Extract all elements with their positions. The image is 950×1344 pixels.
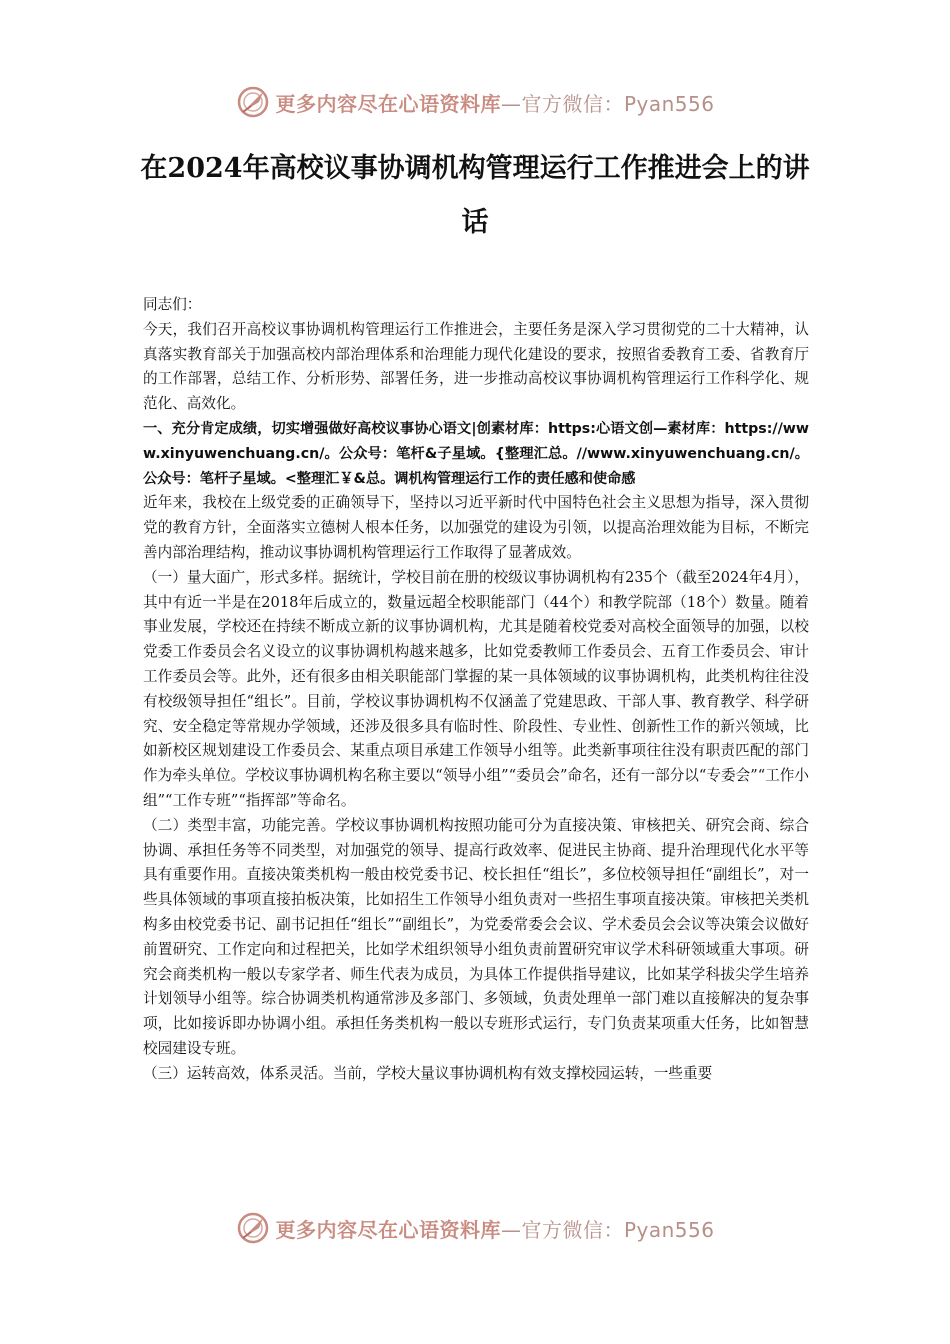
quill-logo-icon <box>235 1210 271 1246</box>
paragraph-overview: 近年来，我校在上级党委的正确领导下，坚持以习近平新时代中国特色社会主义思想为指导，深入贯彻党的教育方针，全面落实立德树人根本任务，以加强党的建设为引领，以提高治理效能为目标，不断完善内部治理结构，推动议事协调机构管理运行工作取得了显著成效。 <box>143 494 809 561</box>
footer-banner <box>0 1208 950 1248</box>
salutation: 同志们： <box>143 296 202 313</box>
banner-main-text: 更多内容尽在心语资料库 <box>275 1217 501 1242</box>
paragraph-point-2: （二）类型丰富，功能完善。学校议事协调机构按照功能可分为直接决策、审核把关、研究会商、综合协调、承担任务等不同类型，对加强党的领导、提高行政效率、促进民主协商、提升治理现代化水平等具有重要作用。直接决策类机构一般由校党委书记、校长担任“组长”，多位校领导担任“副组长”，对一些具体领域的事项直接拍板决策，比如招生工作领导小组负责对一些招生事项直接决策。审核把关类机构多由校党委书记、副书记担任“组长”“副组长”，为党委常委会会议、学术委员会会议等决策会议做好前置研究、工作定向和过程把关，比如学术组织领导小组负责前置研究审议学术科研领域重大事项。研究会商类机构一般以专家学者、师生代表为成员，为具体工作提供指导建议，比如某学科拔尖学生培养计划领导小组等。综合协调类机构通常涉及多部门、多领域，负责处理单一部门难以直接解决的复杂事项，比如接诉即办协调小组。承担任务类机构一般以专班形式运行，专门负责某项重大任务，比如智慧校园建设专班。 <box>143 816 809 1057</box>
section-heading-1: 一、充分肯定成绩，切实增强做好高校议事协心语文|创素材库：https:心语文创—素材库：https://www.xinyuwenchuang.cn/。公众号：笔杆&子星域。{整理汇总。//www.xinyuwenchuang.cn/。公众号：笔杆子星域。<整理汇￥&总。调机构管理运行工作的责任感和使命感 <box>143 420 809 487</box>
banner-sub-text: —官方微信：Pyan556 <box>500 91 715 116</box>
document-title: 在2024年高校议事协调机构管理运行工作推进会上的讲话 <box>140 153 810 238</box>
banner-text <box>275 1214 714 1243</box>
header-banner <box>0 82 950 122</box>
paragraph-point-3: （三）运转高效，体系灵活。当前，学校大量议事协调机构有效支撑校园运转，一些重要 <box>143 1064 713 1082</box>
banner-text <box>275 88 714 117</box>
banner-sub-text: —官方微信：Pyan556 <box>500 1217 715 1242</box>
paragraph-intro: 今天，我们召开高校议事协调机构管理运行工作推进会，主要任务是深入学习贯彻党的二十大精神，认真落实教育部关于加强高校内部治理体系和治理能力现代化建设的要求，按照省委教育工委、省教育厅的工作部署，总结工作、分析形势、部署任务，进一步推动高校议事协调机构管理运行工作科学化、规范化、高效化。 <box>143 320 809 413</box>
banner-main-text: 更多内容尽在心语资料库 <box>275 91 501 116</box>
quill-logo-icon <box>235 84 271 120</box>
paragraph-point-1: （一）量大面广，形式多样。据统计，学校目前在册的校级议事协调机构有235个（截至2024年4月），其中有近一半是在2018年后成立的，数量远超全校职能部门（44个）和教学院部（18个）数量。随着事业发展，学校还在持续不断成立新的议事协调机构，尤其是随着校党委对高校全面领导的加强，以校党委工作委员会名义设立的议事协调机构越来越多，比如党委教师工作委员会、五育工作委员会、审计工作委员会等。此外，还有很多由相关职能部门掌握的某一具体领域的议事协调机构，此类机构往往没有校级领导担任“组长”。目前，学校议事协调机构不仅涵盖了党建思政、干部人事、教育教学、科学研究、安全稳定等常规办学领域，还涉及很多具有临时性、阶段性、专业性、创新性工作的新兴领域，比如新校区规划建设工作委员会、某重点项目承建工作领导小组等。此类新事项往往没有职责匹配的部门作为牵头单位。学校议事协调机构名称主要以“领导小组”“委员会”命名，还有一部分以“专委会”“工作小组”“工作专班”“指挥部”等命名。 <box>143 568 809 809</box>
document-body <box>143 293 809 1087</box>
